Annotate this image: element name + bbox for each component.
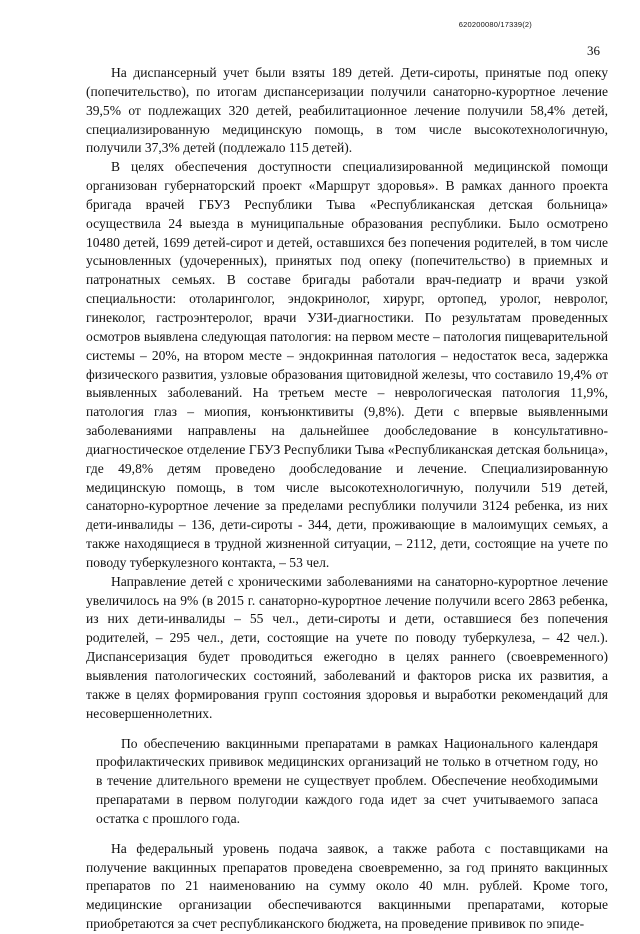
paragraph-dispensary: На диспансерный учет были взяты 189 детей. Дети-сироты, принятые под опеку (попечительство), по итогам диспансеризации получили санаторно-курортное лечение 39,5% от подлежащих 320 детей, реабилитационное лечение получили 58,4% детей, специализированную медицинскую помощь, в том числе высокотехнологичную, получили 37,3% детей (подлежало 115 детей). [86, 65, 608, 156]
paragraph-health-route: В целях обеспечения доступности специализированной медицинской помощи организован губернаторский проект «Маршрут здоровья». В рамках данного проекта бригада врачей ГБУЗ Республики Тыва «Республиканская детская больница» осуществила 24 выезда в муниципальные образования республики. Было осмотрено 10480 детей, 1699 детей-сирот и детей, оставшихся без попечения родителей, в том числе усыновленных (удочеренных), принятых под опеку (попечительство) в приемных и патронатных семьях. В составе бригады работали врач-педиатр и врачи узкой специальности: отоларинголог, эндокринолог, хирург, ортопед, уролог, невролог, гинеколог, гастроэнтеролог, врачи УЗИ-диагностики. По результатам проведенных осмотров выявлена следующая патология: на первом месте – патология пищеварительной системы – 20%, на втором месте – эндокринная патология – недостаток веса, задержка физического развития, узловые образования щитовидной железы, что составило 19,4% от выявленных заболеваний. На третьем месте – неврологическая патология 11,9%, патология глаз – миопия, конъюнктивиты (9,8%). Дети с впервые выявленными заболеваниями направлены на дальнейшее дообследование в консультативно-диагностическое отделение ГБУЗ Республики Тыва «Республиканская детская больница», где 49,8% детям проведено дообследование и лечение. Специализированную медицинскую помощь, в том числе высокотехнологичную, получили 519 детей, санаторно-курортное лечение за пределами республики получили 3124 ребенка, из них дети-инвалиды – 136, дети-сироты - 344, дети, проживающие в малоимущих семьях, а также находящиеся в трудной жизненной ситуации, – 2112, дети, состоящие на учете по поводу туберкулезного контакта, – 53 чел. [86, 159, 608, 570]
document-code: 620200080/17339(2) [458, 20, 532, 29]
body-text [86, 64, 608, 934]
paragraph-vaccines: По обеспечению вакцинными препаратами в рамках Национального календаря профилактических прививок медицинских организаций не только в отчетном году, но в течение длительного времени не существует проблем. Обеспечение необходимыми препаратами в первом полугодии каждого года идет за счет учитываемого запаса остатка с прошлого года. [96, 735, 598, 826]
paragraph-sanatorium: Направление детей с хроническими заболеваниями на санаторно-курортное лечение увеличилось на 9% (в 2015 г. санаторно-курортное лечение получили всего 2863 ребенка, из них дети-инвалиды – 55 чел., дети-сироты и дети, оставшиеся без попечения родителей, – 295 чел., дети, состоящие на учете по поводу туберкулеза, – 42 чел.). Диспансеризация будет проводиться ежегодно в целях раннего (своевременного) выявления патологических состояний, заболеваний и факторов риска их развития, а также в целях формирования групп состояния здоровья и выработки рекомендаций для несовершеннолетних. [86, 573, 608, 721]
paragraph-federal-orders: На федеральный уровень подача заявок, а также работа с поставщиками на получение вакцинных препаратов проведена своевременно, за год принято вакцинных препаратов по 21 наименованию на сумму около 40 млн. рублей. Кроме того, медицинские организации обеспечиваются вакцинными препаратами, которые приобретаются за счет республиканского бюджета, на проведение прививок по эпиде- [86, 840, 608, 932]
page-number: 36 [587, 43, 600, 58]
